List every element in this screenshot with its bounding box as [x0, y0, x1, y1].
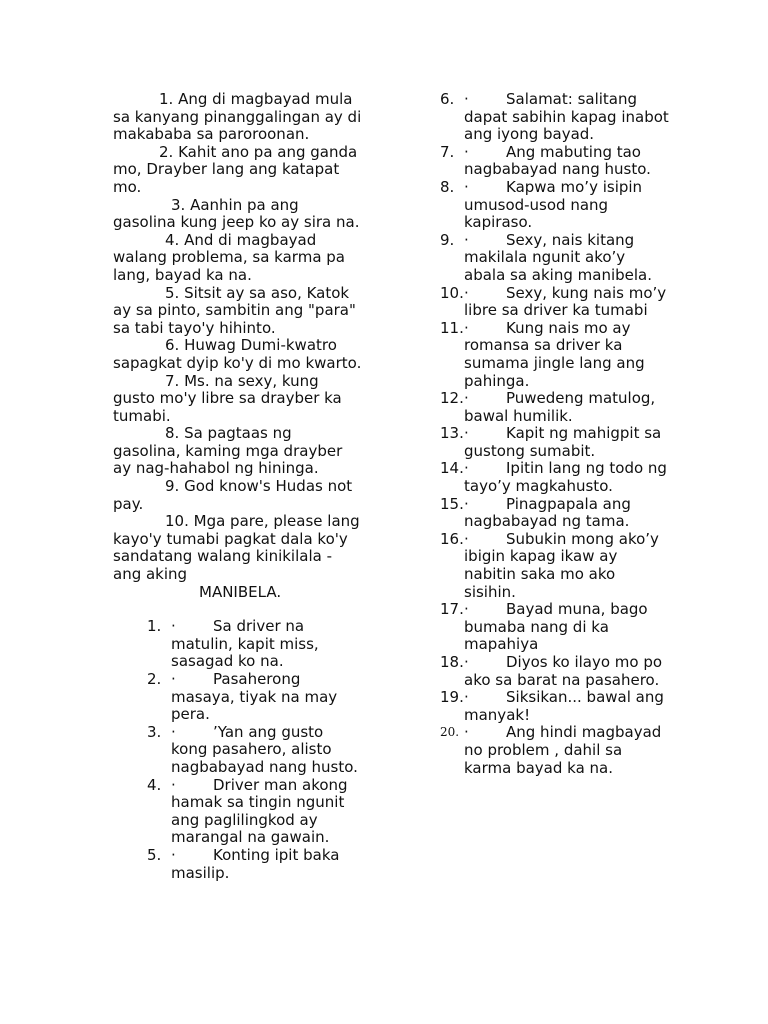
list-number: 2.: [147, 670, 162, 688]
list-number: 4.: [147, 775, 162, 794]
paragraph-item: 8. Sa pagtaas ng gasolina, kaming mga drayber ay nag-hahabol ng hininga.: [113, 424, 343, 478]
list-item: [440, 531, 670, 601]
list-item: [147, 618, 363, 671]
list-text: Kapit ng mahigpit sa gustong sumabit.: [464, 424, 662, 460]
list-text: Siksikan... bawal ang manyak!: [464, 688, 664, 724]
bullet-dot: ·: [464, 494, 469, 513]
paragraph-item: 10. Mga pare, please lang kayo'y tumabi pagkat dala ko'y sandatang walang kinikilala - ang aking: [113, 512, 360, 584]
list-number: 10.: [440, 283, 464, 302]
list-item: [147, 724, 363, 777]
bullet-dot: ·: [464, 459, 469, 478]
list-item: [440, 425, 670, 460]
list-text-wrap: [464, 601, 670, 654]
list-number: 19.: [440, 688, 464, 707]
list-number: 9.: [440, 230, 455, 249]
list-item: [440, 285, 670, 320]
list-text-wrap: [464, 390, 670, 425]
list-item: [440, 390, 670, 425]
list-number: 14.: [440, 459, 464, 478]
list-text: Ang mabuting tao nagbabayad nang husto.: [464, 142, 651, 179]
bullet-dot: ·: [464, 600, 469, 619]
list-number: 5.: [147, 845, 162, 864]
list-text-wrap: [464, 689, 670, 724]
list-text-wrap: [464, 531, 670, 601]
paragraph-item: 6. Huwag Dumi-kwatro sapagkat dyip ko'y di mo kwarto.: [113, 336, 362, 372]
list-number: 3.: [147, 722, 162, 741]
list-item: [440, 689, 670, 724]
list-number: 1.: [147, 617, 162, 636]
list-text-wrap: [171, 777, 363, 847]
bullet-dot: ·: [171, 845, 176, 864]
bullet-dot: ·: [464, 389, 469, 408]
list-number: 6.: [440, 90, 455, 108]
bullet-dot: ·: [171, 670, 176, 688]
paragraph-item: 9. God know's Hudas not pay.: [113, 477, 353, 513]
list-text: ’Yan ang gusto kong pasahero, alisto nagbabayad nang husto.: [171, 722, 358, 776]
list-text: Kung nais mo ay romansa sa driver ka sumama jingle lang ang pahinga.: [464, 318, 645, 390]
bullet-dot: ·: [171, 775, 176, 794]
bullet-dot: ·: [171, 617, 176, 636]
list-text: Driver man akong hamak sa tingin ngunit ang paglilingkod ay marangal na gawain.: [171, 775, 348, 847]
list-text-wrap: [464, 144, 670, 179]
bullet-dot: ·: [464, 177, 469, 196]
list-number: 16.: [440, 529, 464, 548]
list-number: 20.: [440, 725, 460, 740]
list-item: [440, 144, 670, 179]
list-text-wrap: [464, 232, 670, 285]
numbered-paragraphs: [113, 91, 363, 601]
list-text: Kapwa mo’y isipin umusod-usod nang kapiraso.: [464, 177, 643, 232]
list-item: [147, 671, 363, 724]
bullet-dot: ·: [464, 529, 469, 548]
left-column: [113, 91, 363, 882]
list-text: Pasaherong masaya, tiyak na may pera.: [171, 670, 338, 724]
bullet-dot: ·: [464, 283, 469, 302]
paragraph-item: 3. Aanhin pa ang gasolina kung jeep ko ay sira na.: [113, 195, 360, 232]
list-text-wrap: [171, 724, 363, 777]
paragraph-item: 5. Sitsit ay sa aso, Katok ay sa pinto, sambitin ang "para" sa tabi tayo'y hihinto.: [113, 283, 356, 337]
list-item: [440, 460, 670, 495]
list-text: Diyos ko ilayo mo po ako sa barat na pasahero.: [464, 653, 663, 689]
bullet-dot: ·: [464, 424, 469, 443]
list-number: 13.: [440, 424, 464, 443]
bullet-dot: ·: [464, 142, 469, 161]
list-item: [440, 179, 670, 232]
list-number: 18.: [440, 653, 464, 671]
list-text: Konting ipit baka masilip.: [171, 845, 340, 882]
list-text: Puwedeng matulog, bawal humilik.: [464, 389, 656, 425]
list-text-wrap: [464, 91, 670, 144]
list-item: [440, 654, 670, 689]
list-number: 17.: [440, 600, 464, 619]
list-number: 12.: [440, 389, 464, 408]
list-text-wrap: [171, 671, 363, 724]
paragraph-item: MANIBELA.: [199, 582, 282, 601]
list-item: [440, 91, 670, 144]
list-text-wrap: [464, 179, 670, 232]
list-text: Pinagpapala ang nagbabayad ng tama.: [464, 494, 631, 531]
right-bulleted-list: [440, 91, 670, 777]
list-text: Subukin mong ako’y ibigin kapag ikaw ay nabitin saka mo ako sisihin.: [464, 529, 659, 601]
list-text-wrap: [464, 460, 670, 495]
paragraph-item: 7. Ms. na sexy, kung gusto mo'y libre sa drayber ka tumabi.: [113, 371, 342, 425]
list-text-wrap: [464, 496, 670, 531]
list-item: [440, 724, 670, 777]
list-text: Sa driver na matulin, kapit miss, sasagad ko na.: [171, 617, 319, 671]
bullet-dot: ·: [464, 723, 469, 742]
list-item: [147, 847, 363, 882]
list-text: Ang hindi magbayad no problem , dahil sa karma bayad ka na.: [464, 723, 662, 777]
list-text: Sexy, kung nais mo’y libre sa driver ka tumabi: [464, 283, 667, 320]
left-bulleted-list: [147, 618, 363, 882]
list-text-wrap: [464, 654, 670, 689]
list-text-wrap: [464, 425, 670, 460]
list-text-wrap: [464, 285, 670, 320]
list-text-wrap: [464, 724, 670, 777]
list-text: Bayad muna, bago bumaba nang di ka mapahiya: [464, 600, 648, 654]
list-item: [440, 320, 670, 390]
bullet-dot: ·: [464, 90, 469, 108]
list-text-wrap: [464, 320, 670, 390]
list-item: [440, 232, 670, 285]
list-number: 15.: [440, 494, 464, 513]
list-text: Sexy, nais kitang makilala ngunit ako’y abala sa aking manibela.: [464, 230, 653, 284]
list-text-wrap: [171, 618, 363, 671]
list-item: [147, 777, 363, 847]
right-column: [440, 91, 670, 777]
list-number: 7.: [440, 142, 455, 161]
paragraph-item: 1. Ang di magbayad mula sa kanyang pinanggalingan ay di makababa sa paroroonan.: [113, 90, 362, 144]
paragraph-item: 4. And di magbayad walang problema, sa karma pa lang, bayad ka na.: [113, 230, 345, 284]
list-text: Ipitin lang ng todo ng tayo’y magkahusto.: [464, 459, 667, 496]
bullet-dot: ·: [464, 230, 469, 249]
list-text-wrap: [171, 847, 363, 882]
list-item: [440, 601, 670, 654]
paragraph-item: 2. Kahit ano pa ang ganda mo, Drayber lang ang katapat mo.: [113, 142, 358, 196]
bullet-dot: ·: [171, 722, 176, 741]
bullet-dot: ·: [464, 653, 469, 671]
list-item: [440, 496, 670, 531]
list-text: Salamat: salitang dapat sabihin kapag inabot ang iyong bayad.: [464, 90, 669, 144]
list-number: 11.: [440, 318, 464, 337]
bullet-dot: ·: [464, 688, 469, 707]
bullet-dot: ·: [464, 318, 469, 337]
list-number: 8.: [440, 177, 455, 196]
